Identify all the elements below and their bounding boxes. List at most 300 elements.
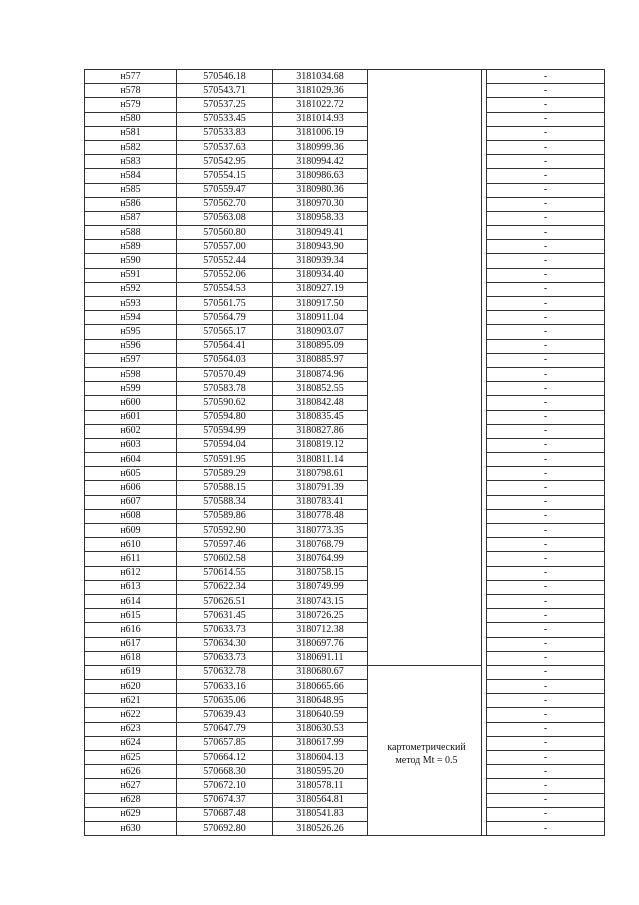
dash-cell: - xyxy=(487,651,605,665)
point-id-cell: н620 xyxy=(85,680,177,694)
table-row xyxy=(85,424,605,438)
point-id-cell: н600 xyxy=(85,396,177,410)
point-id-cell: н603 xyxy=(85,438,177,452)
x-coordinate-cell: 570647.79 xyxy=(177,722,273,736)
y-coordinate-cell: 3180712.38 xyxy=(273,623,368,637)
dash-cell: - xyxy=(487,821,605,835)
y-coordinate-cell: 3180648.95 xyxy=(273,694,368,708)
dash-cell: - xyxy=(487,779,605,793)
dash-cell: - xyxy=(487,438,605,452)
method-cell xyxy=(368,438,482,452)
dash-cell: - xyxy=(487,552,605,566)
x-coordinate-cell: 570564.03 xyxy=(177,353,273,367)
method-cell xyxy=(368,609,482,623)
point-id-cell: н629 xyxy=(85,807,177,821)
y-coordinate-cell: 3181029.36 xyxy=(273,84,368,98)
x-coordinate-cell: 570554.53 xyxy=(177,282,273,296)
y-coordinate-cell: 3180917.50 xyxy=(273,297,368,311)
y-coordinate-cell: 3180743.15 xyxy=(273,594,368,608)
x-coordinate-cell: 570668.30 xyxy=(177,765,273,779)
x-coordinate-cell: 570614.55 xyxy=(177,566,273,580)
y-coordinate-cell: 3181034.68 xyxy=(273,70,368,84)
table-row xyxy=(85,311,605,325)
table-row xyxy=(85,382,605,396)
dash-cell: - xyxy=(487,680,605,694)
method-cell xyxy=(368,495,482,509)
method-cell xyxy=(368,722,482,736)
method-cell xyxy=(368,325,482,339)
x-coordinate-cell: 570631.45 xyxy=(177,609,273,623)
point-id-cell: н605 xyxy=(85,467,177,481)
x-coordinate-cell: 570533.45 xyxy=(177,112,273,126)
table-row xyxy=(85,268,605,282)
method-cell xyxy=(368,821,482,835)
point-id-cell: н606 xyxy=(85,481,177,495)
x-coordinate-cell: 570561.75 xyxy=(177,297,273,311)
table-row xyxy=(85,580,605,594)
table-row xyxy=(85,524,605,538)
point-id-cell: н610 xyxy=(85,538,177,552)
x-coordinate-cell: 570597.46 xyxy=(177,538,273,552)
point-id-cell: н619 xyxy=(85,665,177,679)
table-row xyxy=(85,765,605,779)
table-row xyxy=(85,552,605,566)
point-id-cell: н623 xyxy=(85,722,177,736)
point-id-cell: н615 xyxy=(85,609,177,623)
dash-cell: - xyxy=(487,169,605,183)
point-id-cell: н582 xyxy=(85,140,177,154)
dash-cell: - xyxy=(487,197,605,211)
y-coordinate-cell: 3180778.48 xyxy=(273,509,368,523)
dash-cell: - xyxy=(487,155,605,169)
dash-cell: - xyxy=(487,339,605,353)
method-cell xyxy=(368,538,482,552)
point-id-cell: н588 xyxy=(85,226,177,240)
point-id-cell: н583 xyxy=(85,155,177,169)
y-coordinate-cell: 3180943.90 xyxy=(273,240,368,254)
point-id-cell: н608 xyxy=(85,509,177,523)
method-cell xyxy=(368,311,482,325)
table-row xyxy=(85,254,605,268)
y-coordinate-cell: 3180697.76 xyxy=(273,637,368,651)
x-coordinate-cell: 570672.10 xyxy=(177,779,273,793)
dash-cell: - xyxy=(487,98,605,112)
table-row xyxy=(85,453,605,467)
table-row xyxy=(85,438,605,452)
x-coordinate-cell: 570592.90 xyxy=(177,524,273,538)
point-id-cell: н598 xyxy=(85,367,177,381)
table-row xyxy=(85,637,605,651)
dash-cell: - xyxy=(487,126,605,140)
table-row xyxy=(85,566,605,580)
method-cell xyxy=(368,694,482,708)
table-row xyxy=(85,169,605,183)
dash-cell: - xyxy=(487,765,605,779)
dash-cell: - xyxy=(487,211,605,225)
y-coordinate-cell: 3180617.99 xyxy=(273,736,368,750)
method-cell xyxy=(368,509,482,523)
y-coordinate-cell: 3180999.36 xyxy=(273,140,368,154)
table-row xyxy=(85,84,605,98)
y-coordinate-cell: 3180773.35 xyxy=(273,524,368,538)
x-coordinate-cell: 570639.43 xyxy=(177,708,273,722)
y-coordinate-cell: 3180903.07 xyxy=(273,325,368,339)
y-coordinate-cell: 3181014.93 xyxy=(273,112,368,126)
method-cell xyxy=(368,680,482,694)
x-coordinate-cell: 570591.95 xyxy=(177,453,273,467)
dash-cell: - xyxy=(487,70,605,84)
method-cell xyxy=(368,226,482,240)
point-id-cell: н622 xyxy=(85,708,177,722)
x-coordinate-cell: 570692.80 xyxy=(177,821,273,835)
method-cell xyxy=(368,623,482,637)
dash-cell: - xyxy=(487,722,605,736)
x-coordinate-cell: 570570.49 xyxy=(177,367,273,381)
x-coordinate-cell: 570588.34 xyxy=(177,495,273,509)
y-coordinate-cell: 3180691.11 xyxy=(273,651,368,665)
x-coordinate-cell: 570687.48 xyxy=(177,807,273,821)
point-id-cell: н597 xyxy=(85,353,177,367)
x-coordinate-cell: 570594.04 xyxy=(177,438,273,452)
table-row xyxy=(85,98,605,112)
y-coordinate-cell: 3180949.41 xyxy=(273,226,368,240)
y-coordinate-cell: 3180819.12 xyxy=(273,438,368,452)
x-coordinate-cell: 570633.16 xyxy=(177,680,273,694)
dash-cell: - xyxy=(487,708,605,722)
table-row xyxy=(85,722,605,736)
table-row xyxy=(85,651,605,665)
point-id-cell: н604 xyxy=(85,453,177,467)
method-cell xyxy=(368,126,482,140)
method-cell xyxy=(368,297,482,311)
point-id-cell: н585 xyxy=(85,183,177,197)
dash-cell: - xyxy=(487,524,605,538)
y-coordinate-cell: 3180842.48 xyxy=(273,396,368,410)
y-coordinate-cell: 3180764.99 xyxy=(273,552,368,566)
table-row xyxy=(85,481,605,495)
point-id-cell: н580 xyxy=(85,112,177,126)
y-coordinate-cell: 3180980.36 xyxy=(273,183,368,197)
table-row xyxy=(85,509,605,523)
dash-cell: - xyxy=(487,367,605,381)
method-cell xyxy=(368,467,482,481)
y-coordinate-cell: 3180541.83 xyxy=(273,807,368,821)
point-id-cell: н579 xyxy=(85,98,177,112)
table-row xyxy=(85,240,605,254)
dash-cell: - xyxy=(487,594,605,608)
y-coordinate-cell: 3180630.53 xyxy=(273,722,368,736)
point-id-cell: н586 xyxy=(85,197,177,211)
point-id-cell: н587 xyxy=(85,211,177,225)
dash-cell: - xyxy=(487,694,605,708)
method-cell xyxy=(368,367,482,381)
point-id-cell: н599 xyxy=(85,382,177,396)
table-row xyxy=(85,708,605,722)
dash-cell: - xyxy=(487,566,605,580)
table-row xyxy=(85,197,605,211)
table-row xyxy=(85,367,605,381)
dash-cell: - xyxy=(487,623,605,637)
y-coordinate-cell: 3180526.26 xyxy=(273,821,368,835)
table-row xyxy=(85,183,605,197)
y-coordinate-cell: 3181006.19 xyxy=(273,126,368,140)
dash-cell: - xyxy=(487,580,605,594)
method-cell xyxy=(368,254,482,268)
x-coordinate-cell: 570664.12 xyxy=(177,751,273,765)
method-cell xyxy=(368,353,482,367)
point-id-cell: н595 xyxy=(85,325,177,339)
y-coordinate-cell: 3180640.59 xyxy=(273,708,368,722)
y-coordinate-cell: 3180994.42 xyxy=(273,155,368,169)
method-cell xyxy=(368,779,482,793)
method-cell xyxy=(368,240,482,254)
dash-cell: - xyxy=(487,254,605,268)
x-coordinate-cell: 570557.00 xyxy=(177,240,273,254)
method-cell xyxy=(368,481,482,495)
table-row xyxy=(85,793,605,807)
table-row xyxy=(85,396,605,410)
x-coordinate-cell: 570633.73 xyxy=(177,623,273,637)
x-coordinate-cell: 570565.17 xyxy=(177,325,273,339)
point-id-cell: н627 xyxy=(85,779,177,793)
method-cell xyxy=(368,183,482,197)
y-coordinate-cell: 3180874.96 xyxy=(273,367,368,381)
dash-cell: - xyxy=(487,609,605,623)
dash-cell: - xyxy=(487,240,605,254)
y-coordinate-cell: 3180970.30 xyxy=(273,197,368,211)
x-coordinate-cell: 570543.71 xyxy=(177,84,273,98)
dash-cell: - xyxy=(487,453,605,467)
dash-cell: - xyxy=(487,353,605,367)
dash-cell: - xyxy=(487,297,605,311)
dash-cell: - xyxy=(487,268,605,282)
method-cell xyxy=(368,453,482,467)
dash-cell: - xyxy=(487,282,605,296)
method-cell xyxy=(368,651,482,665)
dash-cell: - xyxy=(487,410,605,424)
dash-cell: - xyxy=(487,538,605,552)
dash-cell: - xyxy=(487,396,605,410)
point-id-cell: н581 xyxy=(85,126,177,140)
x-coordinate-cell: 570589.86 xyxy=(177,509,273,523)
point-id-cell: н589 xyxy=(85,240,177,254)
x-coordinate-cell: 570554.15 xyxy=(177,169,273,183)
point-id-cell: н609 xyxy=(85,524,177,538)
method-cell xyxy=(368,594,482,608)
x-coordinate-cell: 570546.18 xyxy=(177,70,273,84)
y-coordinate-cell: 3180604.13 xyxy=(273,751,368,765)
table-row xyxy=(85,70,605,84)
point-id-cell: н614 xyxy=(85,594,177,608)
x-coordinate-cell: 570632.78 xyxy=(177,665,273,679)
x-coordinate-cell: 570588.15 xyxy=(177,481,273,495)
dash-cell: - xyxy=(487,325,605,339)
table-row xyxy=(85,807,605,821)
table-row xyxy=(85,226,605,240)
method-cell xyxy=(368,268,482,282)
point-id-cell: н584 xyxy=(85,169,177,183)
point-id-cell: н596 xyxy=(85,339,177,353)
table-body xyxy=(85,70,605,836)
dash-cell: - xyxy=(487,736,605,750)
table-row xyxy=(85,155,605,169)
method-cell xyxy=(368,98,482,112)
x-coordinate-cell: 570602.58 xyxy=(177,552,273,566)
x-coordinate-cell: 570552.06 xyxy=(177,268,273,282)
y-coordinate-cell: 3180680.67 xyxy=(273,665,368,679)
method-cell xyxy=(368,70,482,84)
dash-cell: - xyxy=(487,751,605,765)
dash-cell: - xyxy=(487,183,605,197)
method-cell xyxy=(368,637,482,651)
table-row xyxy=(85,779,605,793)
y-coordinate-cell: 3180911.04 xyxy=(273,311,368,325)
table-row xyxy=(85,410,605,424)
y-coordinate-cell: 3180595.20 xyxy=(273,765,368,779)
y-coordinate-cell: 3180895.09 xyxy=(273,339,368,353)
method-cell xyxy=(368,793,482,807)
point-id-cell: н624 xyxy=(85,736,177,750)
coordinates-table xyxy=(84,69,605,836)
table-row xyxy=(85,623,605,637)
x-coordinate-cell: 570626.51 xyxy=(177,594,273,608)
dash-cell: - xyxy=(487,424,605,438)
x-coordinate-cell: 570594.99 xyxy=(177,424,273,438)
table-row xyxy=(85,467,605,481)
x-coordinate-cell: 570564.41 xyxy=(177,339,273,353)
point-id-cell: н626 xyxy=(85,765,177,779)
x-coordinate-cell: 570560.80 xyxy=(177,226,273,240)
table-row xyxy=(85,112,605,126)
x-coordinate-cell: 570564.79 xyxy=(177,311,273,325)
method-cell xyxy=(368,566,482,580)
point-id-cell: н602 xyxy=(85,424,177,438)
table-row xyxy=(85,140,605,154)
point-id-cell: н591 xyxy=(85,268,177,282)
point-id-cell: н628 xyxy=(85,793,177,807)
x-coordinate-cell: 570537.63 xyxy=(177,140,273,154)
y-coordinate-cell: 3180564.81 xyxy=(273,793,368,807)
method-cell xyxy=(368,410,482,424)
dash-cell: - xyxy=(487,481,605,495)
table-row xyxy=(85,694,605,708)
dash-cell: - xyxy=(487,665,605,679)
table-row xyxy=(85,297,605,311)
y-coordinate-cell: 3180726.25 xyxy=(273,609,368,623)
y-coordinate-cell: 3180852.55 xyxy=(273,382,368,396)
point-id-cell: н617 xyxy=(85,637,177,651)
x-coordinate-cell: 570657.85 xyxy=(177,736,273,750)
y-coordinate-cell: 3180958.33 xyxy=(273,211,368,225)
y-coordinate-cell: 3180885.97 xyxy=(273,353,368,367)
x-coordinate-cell: 570674.37 xyxy=(177,793,273,807)
dash-cell: - xyxy=(487,112,605,126)
method-cell xyxy=(368,552,482,566)
point-id-cell: н630 xyxy=(85,821,177,835)
dash-cell: - xyxy=(487,807,605,821)
point-id-cell: н625 xyxy=(85,751,177,765)
x-coordinate-cell: 570542.95 xyxy=(177,155,273,169)
point-id-cell: н618 xyxy=(85,651,177,665)
point-id-cell: н577 xyxy=(85,70,177,84)
x-coordinate-cell: 570622.34 xyxy=(177,580,273,594)
table-row xyxy=(85,126,605,140)
x-coordinate-cell: 570583.78 xyxy=(177,382,273,396)
table-row xyxy=(85,282,605,296)
point-id-cell: н612 xyxy=(85,566,177,580)
x-coordinate-cell: 570633.73 xyxy=(177,651,273,665)
dash-cell: - xyxy=(487,495,605,509)
point-id-cell: н593 xyxy=(85,297,177,311)
method-line-2: метод Mt = 0.5 xyxy=(395,754,458,766)
method-cell xyxy=(368,382,482,396)
point-id-cell: н592 xyxy=(85,282,177,296)
method-cell xyxy=(368,169,482,183)
table-row xyxy=(85,339,605,353)
method-cell xyxy=(368,211,482,225)
dash-cell: - xyxy=(487,793,605,807)
y-coordinate-cell: 3180768.79 xyxy=(273,538,368,552)
point-id-cell: н616 xyxy=(85,623,177,637)
dash-cell: - xyxy=(487,226,605,240)
method-cell xyxy=(368,424,482,438)
dash-cell: - xyxy=(487,382,605,396)
table-row xyxy=(85,538,605,552)
table-row xyxy=(85,680,605,694)
x-coordinate-cell: 570533.83 xyxy=(177,126,273,140)
method-cell xyxy=(368,155,482,169)
dash-cell: - xyxy=(487,637,605,651)
x-coordinate-cell: 570589.29 xyxy=(177,467,273,481)
dash-cell: - xyxy=(487,84,605,98)
method-cell xyxy=(368,665,482,679)
point-id-cell: н621 xyxy=(85,694,177,708)
x-coordinate-cell: 570590.62 xyxy=(177,396,273,410)
method-cell xyxy=(368,339,482,353)
point-id-cell: н594 xyxy=(85,311,177,325)
point-id-cell: н613 xyxy=(85,580,177,594)
y-coordinate-cell: 3180578.11 xyxy=(273,779,368,793)
x-coordinate-cell: 570537.25 xyxy=(177,98,273,112)
table-row xyxy=(85,353,605,367)
method-cell xyxy=(368,580,482,594)
table-row xyxy=(85,495,605,509)
y-coordinate-cell: 3180986.63 xyxy=(273,169,368,183)
method-cell xyxy=(368,524,482,538)
method-cell xyxy=(368,396,482,410)
table-row xyxy=(85,594,605,608)
method-cell xyxy=(368,807,482,821)
table-row xyxy=(85,751,605,765)
dash-cell: - xyxy=(487,311,605,325)
method-cell xyxy=(368,140,482,154)
y-coordinate-cell: 3180798.61 xyxy=(273,467,368,481)
y-coordinate-cell: 3180749.99 xyxy=(273,580,368,594)
table-row xyxy=(85,325,605,339)
dash-cell: - xyxy=(487,509,605,523)
point-id-cell: н578 xyxy=(85,84,177,98)
y-coordinate-cell: 3180783.41 xyxy=(273,495,368,509)
table-row xyxy=(85,736,605,750)
method-cell xyxy=(368,112,482,126)
y-coordinate-cell: 3180827.86 xyxy=(273,424,368,438)
method-cell xyxy=(368,708,482,722)
point-id-cell: н607 xyxy=(85,495,177,509)
method-note xyxy=(370,742,483,767)
y-coordinate-cell: 3180665.66 xyxy=(273,680,368,694)
y-coordinate-cell: 3180791.39 xyxy=(273,481,368,495)
method-cell xyxy=(368,84,482,98)
